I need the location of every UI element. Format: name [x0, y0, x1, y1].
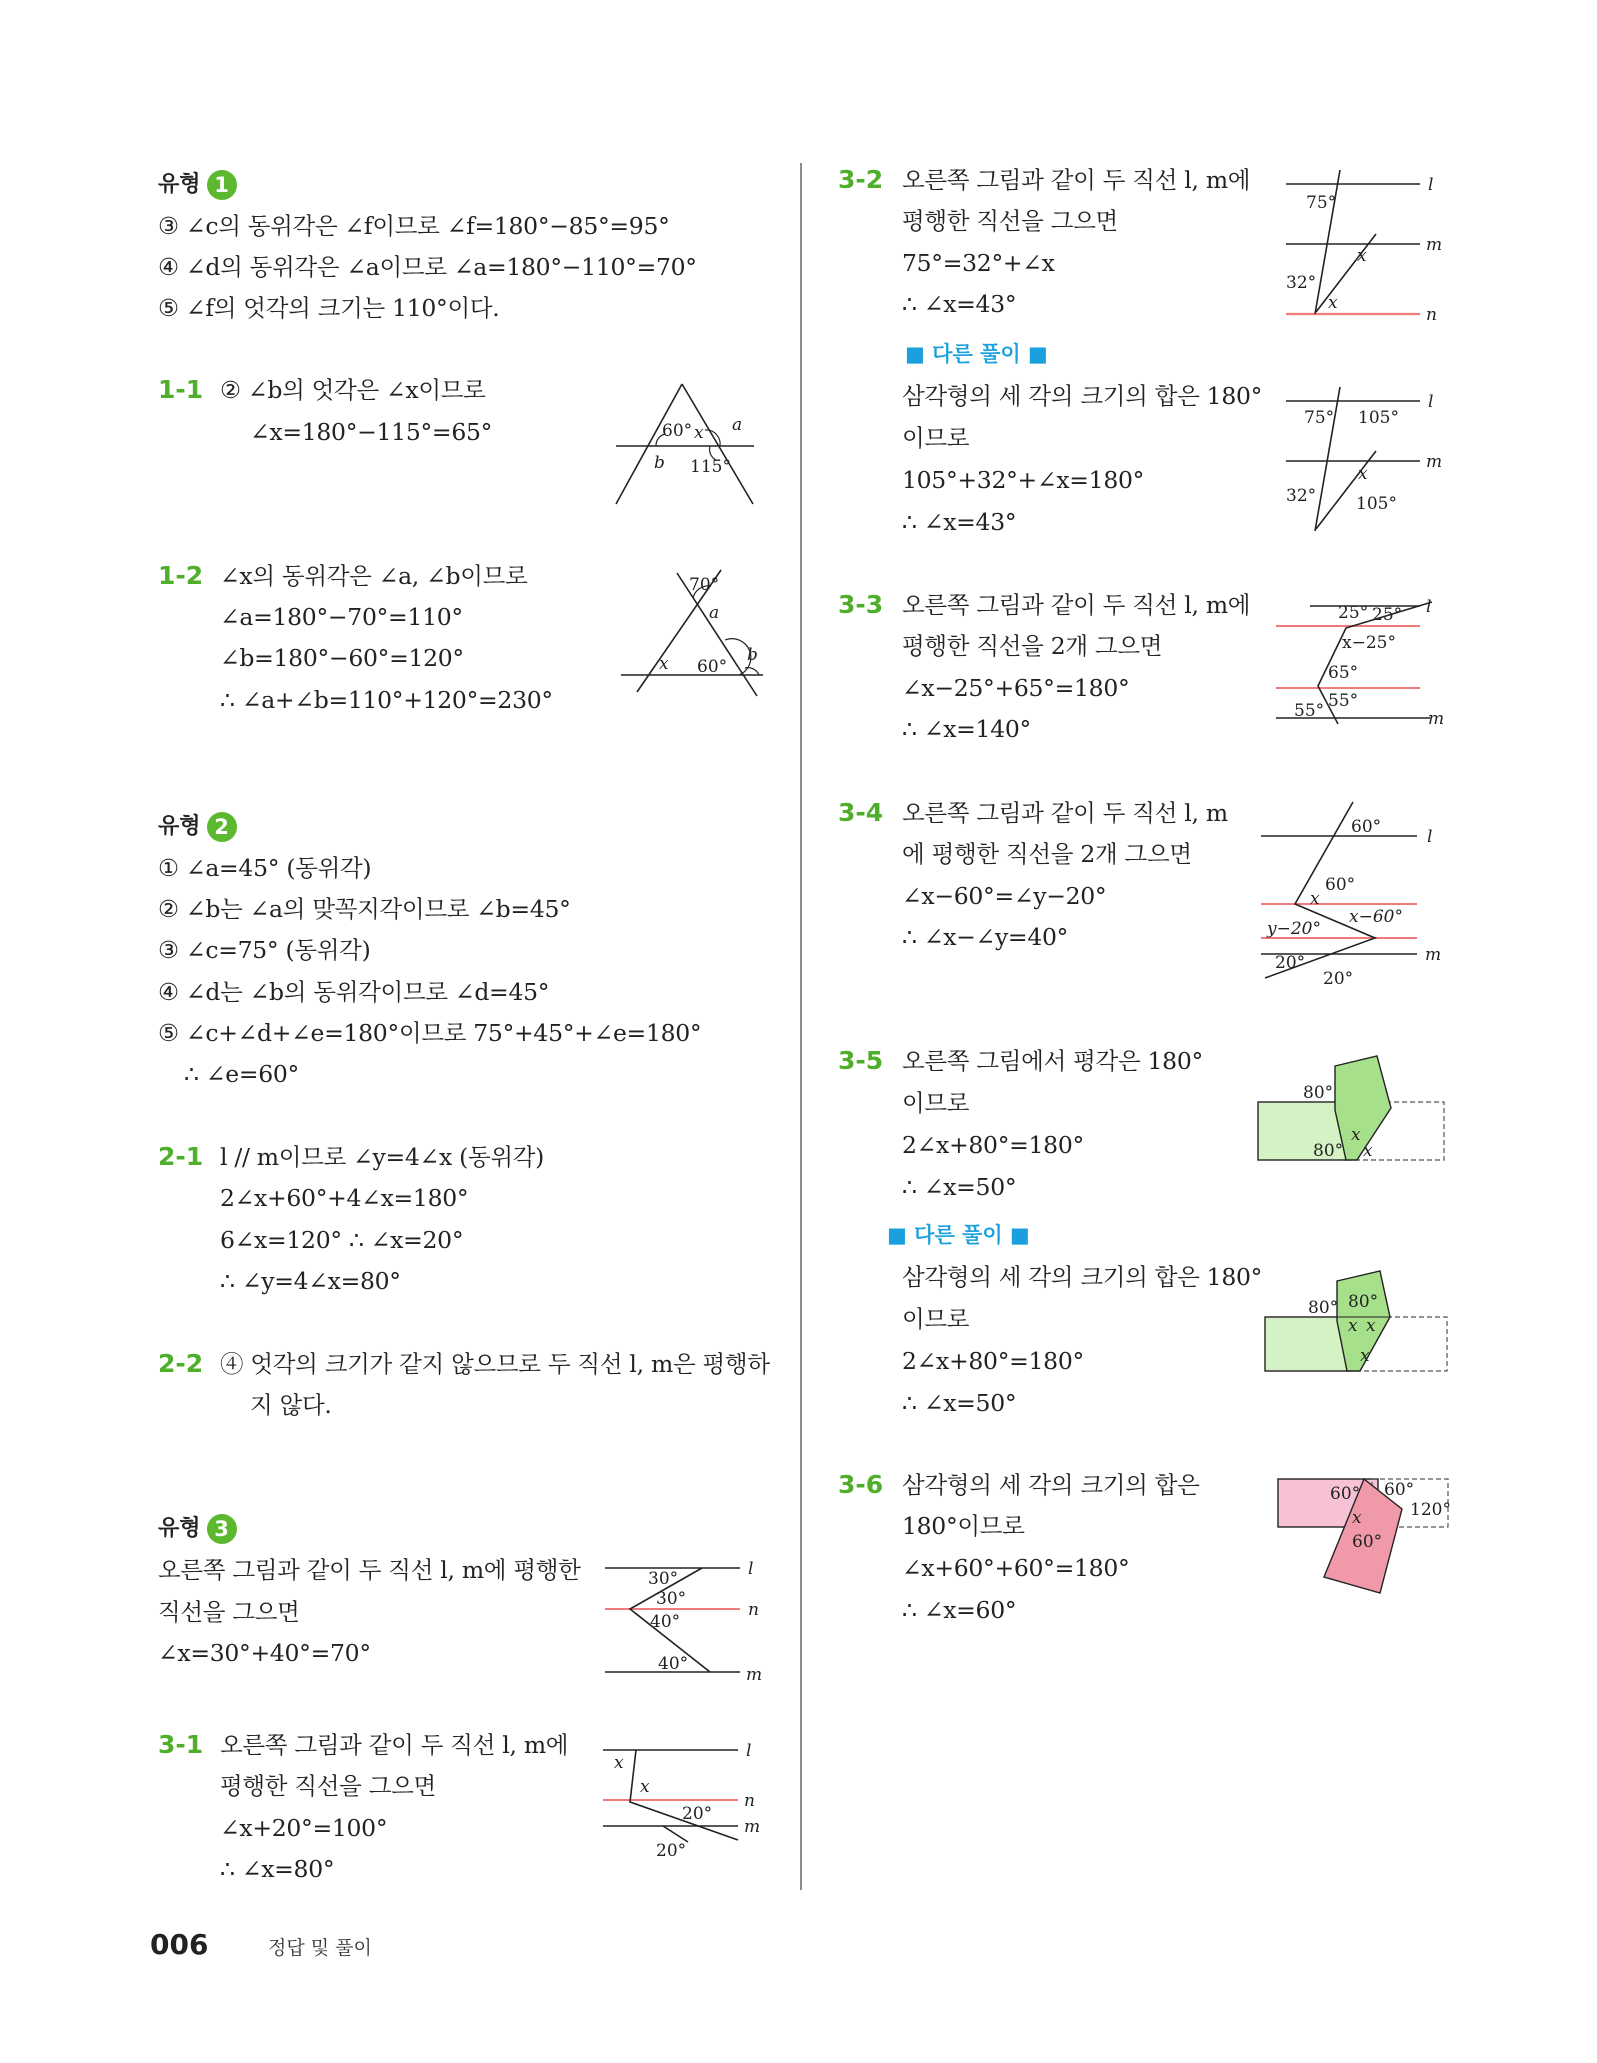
problem-3-4-line-1: 오른쪽 그림과 같이 두 직선 l, m — [902, 799, 1228, 827]
fig-3-2-label-b: x — [1357, 246, 1367, 266]
type1-line-3: ⑤ ∠f의 엇각의 크기는 110°이다. — [158, 294, 500, 322]
fig-3-1-label-c: 20° — [682, 1804, 713, 1824]
fig-3-2-label-n: n — [1426, 305, 1437, 325]
fig-3-1-label-n: n — [744, 1791, 755, 1811]
problem-3-5-alt-line-3: 2∠x+80°=180° — [902, 1347, 1084, 1375]
fig-3-3-label-l: l — [1426, 597, 1432, 617]
fig-1-1-label-d: b — [654, 453, 665, 473]
fig-1-1-label-c: a — [732, 415, 743, 435]
figure-3-2 — [1280, 168, 1450, 325]
problem-3-1-line-1: 오른쪽 그림과 같이 두 직선 l, m에 — [220, 1731, 569, 1759]
figure-3-3 — [1270, 590, 1450, 730]
type3-line-3: ∠x=30°+40°=70° — [158, 1639, 371, 1667]
fig-3-6-label-e: 60° — [1352, 1532, 1383, 1552]
problem-2-1-line-2: 2∠x+60°+4∠x=180° — [220, 1184, 469, 1212]
problem-3-5-line-4: ∴ ∠x=50° — [902, 1173, 1017, 1201]
column-divider — [800, 163, 802, 1890]
problem-2-1-line-4: ∴ ∠y=4∠x=80° — [220, 1267, 401, 1295]
figure-3-5 — [1255, 1050, 1450, 1165]
type2-heading: 유형 2 — [158, 812, 237, 842]
fig-3-5-alt-label-d: x — [1366, 1316, 1376, 1336]
fig-3-2-alt-label-e: 105° — [1356, 494, 1397, 514]
problem-3-6-line-3: ∠x+60°+60°=180° — [902, 1554, 1130, 1582]
problem-1-2-line-2: ∠a=180°−70°=110° — [220, 603, 463, 631]
problem-1-2-line-1: ∠x의 동위각은 ∠a, ∠b이므로 — [220, 562, 528, 590]
problem-3-4-number: 3-4 — [838, 798, 884, 827]
fig-3-5-label-b: x — [1351, 1125, 1361, 1145]
figure-3-1 — [598, 1742, 773, 1862]
problem-2-1-line-3: 6∠x=120° ∴ ∠x=20° — [220, 1226, 464, 1254]
problem-3-1-line-2: 평행한 직선을 그으면 — [220, 1772, 436, 1800]
fig-3-4-label-d: x−60° — [1349, 907, 1403, 927]
fig-3-5-alt-label-e: x — [1360, 1346, 1370, 1366]
problem-2-1-line-1: l // m이므로 ∠y=4∠x (동위각) — [220, 1143, 545, 1171]
type1-line-2: ④ ∠d의 동위각은 ∠a이므로 ∠a=180°−110°=70° — [158, 253, 697, 281]
problem-3-6-line-4: ∴ ∠x=60° — [902, 1596, 1017, 1624]
fig-3-6-label-c: 120° — [1410, 1500, 1451, 1520]
problem-3-2-line-2: 평행한 직선을 그으면 — [902, 207, 1118, 235]
problem-1-1-line-1: ② ∠b의 엇각은 ∠x이므로 — [220, 376, 486, 404]
fig-1-1-label-e: 115° — [690, 457, 731, 477]
problem-3-4-line-2: 에 평행한 직선을 2개 그으면 — [902, 840, 1192, 868]
problem-1-2-line-3: ∠b=180°−60°=120° — [220, 644, 464, 672]
fig-3-3-label-a: 25° — [1338, 603, 1369, 623]
problem-3-1-line-4: ∴ ∠x=80° — [220, 1855, 335, 1883]
type2-line-4: ④ ∠d는 ∠b의 동위각이므로 ∠d=45° — [158, 978, 550, 1006]
fig-3-5-label-a: 80° — [1303, 1083, 1334, 1103]
problem-1-2-line-4: ∴ ∠a+∠b=110°+120°=230° — [220, 686, 553, 714]
problem-3-1-line-3: ∠x+20°=100° — [220, 1814, 388, 1842]
type1-heading: 유형 1 — [158, 170, 237, 200]
type2-line-3: ③ ∠c=75° (동위각) — [158, 936, 371, 964]
fig-3-4-label-m: m — [1425, 945, 1442, 965]
problem-3-2-alt-line-3: 105°+32°+∠x=180° — [902, 466, 1145, 494]
problem-3-5-line-3: 2∠x+80°=180° — [902, 1131, 1084, 1159]
fig-1-2-label-a: 70° — [689, 575, 720, 595]
fig-3-1-label-l: l — [746, 1741, 752, 1761]
figure-3-6 — [1272, 1475, 1452, 1600]
problem-2-2-line-1: ④ 엇각의 크기가 같지 않으므로 두 직선 l, m은 평행하 — [220, 1350, 770, 1378]
problem-3-5-alt-line-1: 삼각형의 세 각의 크기의 합은 180° — [902, 1263, 1263, 1291]
problem-3-6-line-1: 삼각형의 세 각의 크기의 합은 — [902, 1471, 1200, 1499]
fig-3-2-label-a: 75° — [1306, 193, 1337, 213]
fig-3-2-alt-label-l: l — [1428, 392, 1434, 412]
problem-3-4-line-4: ∴ ∠x−∠y=40° — [902, 923, 1069, 951]
problem-3-2-alt-solution-label: ■ 다른 풀이 ■ — [905, 342, 1048, 366]
problem-3-3-line-4: ∴ ∠x=140° — [902, 715, 1031, 743]
fig-3-2-alt-label-b: 105° — [1358, 408, 1399, 428]
fig-3-3-label-b: 25° — [1372, 605, 1403, 625]
problem-2-2-number: 2-2 — [158, 1349, 204, 1378]
problem-3-2-alt-line-2: 이므로 — [902, 424, 970, 452]
fig-3-2-alt-label-m: m — [1426, 452, 1443, 472]
type1-badge: 1 — [207, 170, 237, 200]
problem-2-1-number: 2-1 — [158, 1142, 204, 1171]
fig-type3-label-a: 30° — [648, 1569, 679, 1589]
type3-heading: 유형 3 — [158, 1514, 237, 1544]
problem-3-2-line-4: ∴ ∠x=43° — [902, 290, 1017, 318]
type2-line-5: ⑤ ∠c+∠d+∠e=180°이므로 75°+45°+∠e=180° — [158, 1019, 702, 1047]
problem-3-2-alt-line-1: 삼각형의 세 각의 크기의 합은 180° — [902, 382, 1263, 410]
figure-1-2 — [615, 568, 775, 698]
problem-3-1-number: 3-1 — [158, 1730, 204, 1759]
figure-1-1 — [610, 382, 770, 507]
problem-3-5-line-2: 이므로 — [902, 1089, 970, 1117]
problem-3-4-line-3: ∠x−60°=∠y−20° — [902, 882, 1107, 910]
type2-line-6: ∴ ∠e=60° — [184, 1060, 299, 1088]
fig-3-3-label-c: x−25° — [1342, 633, 1396, 653]
fig-3-4-label-g: 20° — [1323, 969, 1354, 989]
fig-1-2-label-b: a — [709, 603, 720, 623]
fig-3-1-label-a: x — [614, 1753, 624, 1773]
fig-3-6-label-d: x — [1352, 1508, 1362, 1528]
fig-1-1-label-a: 60° — [662, 421, 693, 441]
figure-type3 — [600, 1560, 775, 1685]
problem-1-1-line-2: ∠x=180°−115°=65° — [250, 418, 493, 446]
fig-type3-label-m: m — [746, 1665, 763, 1685]
type1-line-1: ③ ∠c의 동위각은 ∠f이므로 ∠f=180°−85°=95° — [158, 212, 670, 240]
type2-badge: 2 — [207, 812, 237, 842]
problem-1-1-number: 1-1 — [158, 375, 204, 404]
fig-3-3-label-d: 65° — [1328, 663, 1359, 683]
fig-1-1-label-b: x — [694, 423, 704, 443]
fig-3-2-label-d: x — [1328, 293, 1338, 313]
fig-3-3-label-m: m — [1428, 709, 1445, 729]
fig-3-3-label-e: 55° — [1294, 701, 1325, 721]
fig-3-4-label-f: 20° — [1275, 953, 1306, 973]
figure-3-4 — [1255, 800, 1450, 990]
figure-3-2-alt — [1280, 385, 1450, 533]
fig-1-2-label-c: x — [659, 654, 669, 674]
type3-line-2: 직선을 그으면 — [158, 1598, 300, 1626]
fig-type3-label-b: 30° — [656, 1589, 687, 1609]
fig-3-2-alt-label-a: 75° — [1304, 408, 1335, 428]
page-number: 006 — [150, 1928, 209, 1961]
type2-line-1: ① ∠a=45° (동위각) — [158, 854, 372, 882]
problem-3-3-line-1: 오른쪽 그림과 같이 두 직선 l, m에 — [902, 591, 1251, 619]
figure-3-5-alt — [1262, 1265, 1452, 1380]
footer-label: 정답 및 풀이 — [268, 1937, 372, 1959]
type2-line-2: ② ∠b는 ∠a의 맞꼭지각이므로 ∠b=45° — [158, 895, 571, 923]
type3-line-1: 오른쪽 그림과 같이 두 직선 l, m에 평행한 — [158, 1556, 581, 1584]
problem-3-2-alt-line-4: ∴ ∠x=43° — [902, 508, 1017, 536]
fig-3-5-alt-label-a: 80° — [1308, 1298, 1339, 1318]
problem-2-2-line-2: 지 않다. — [250, 1391, 332, 1419]
problem-3-5-number: 3-5 — [838, 1046, 884, 1075]
problem-3-5-line-1: 오른쪽 그림에서 평각은 180° — [902, 1047, 1203, 1075]
problem-3-6-line-2: 180°이므로 — [902, 1512, 1025, 1540]
fig-type3-label-n: n — [748, 1600, 759, 1620]
fig-type3-label-c: 40° — [650, 1612, 681, 1632]
fig-3-4-label-a: 60° — [1351, 817, 1382, 837]
problem-3-3-number: 3-3 — [838, 590, 884, 619]
fig-3-6-label-a: 60° — [1330, 1484, 1361, 1504]
fig-3-2-label-c: 32° — [1286, 273, 1317, 293]
fig-3-4-label-e: y−20° — [1267, 919, 1321, 939]
fig-1-2-label-e: b — [747, 645, 758, 665]
fig-3-6-label-b: 60° — [1384, 1480, 1415, 1500]
problem-1-2-number: 1-2 — [158, 561, 204, 590]
fig-3-4-label-b: 60° — [1325, 875, 1356, 895]
fig-3-4-label-c: x — [1310, 889, 1320, 909]
fig-3-1-label-m: m — [744, 1817, 761, 1837]
fig-3-5-label-d: x — [1363, 1141, 1373, 1161]
problem-3-6-number: 3-6 — [838, 1470, 884, 1499]
fig-3-5-alt-label-b: 80° — [1348, 1292, 1379, 1312]
fig-3-1-label-b: x — [640, 1777, 650, 1797]
problem-3-2-line-3: 75°=32°+∠x — [902, 249, 1055, 277]
fig-type3-label-l: l — [748, 1559, 754, 1579]
fig-3-5-alt-label-c: x — [1348, 1316, 1358, 1336]
problem-3-3-line-2: 평행한 직선을 2개 그으면 — [902, 632, 1163, 660]
fig-type3-label-d: 40° — [658, 1654, 689, 1674]
fig-3-4-label-l: l — [1427, 827, 1433, 847]
problem-3-5-alt-solution-label: ■ 다른 풀이 ■ — [887, 1223, 1030, 1247]
fig-3-1-label-d: 20° — [656, 1841, 687, 1861]
fig-3-2-label-l: l — [1428, 175, 1434, 195]
type3-badge: 3 — [207, 1514, 237, 1544]
fig-3-3-label-f: 55° — [1328, 691, 1359, 711]
problem-3-2-number: 3-2 — [838, 165, 884, 194]
problem-3-2-line-1: 오른쪽 그림과 같이 두 직선 l, m에 — [902, 166, 1251, 194]
problem-3-5-alt-line-2: 이므로 — [902, 1305, 970, 1333]
fig-3-2-alt-label-c: x — [1358, 464, 1368, 484]
fig-3-2-label-m: m — [1426, 235, 1443, 255]
fig-3-2-alt-label-d: 32° — [1286, 486, 1317, 506]
problem-3-5-alt-line-4: ∴ ∠x=50° — [902, 1389, 1017, 1417]
fig-3-5-label-c: 80° — [1313, 1141, 1344, 1161]
fig-1-2-label-d: 60° — [697, 657, 728, 677]
problem-3-3-line-3: ∠x−25°+65°=180° — [902, 674, 1130, 702]
